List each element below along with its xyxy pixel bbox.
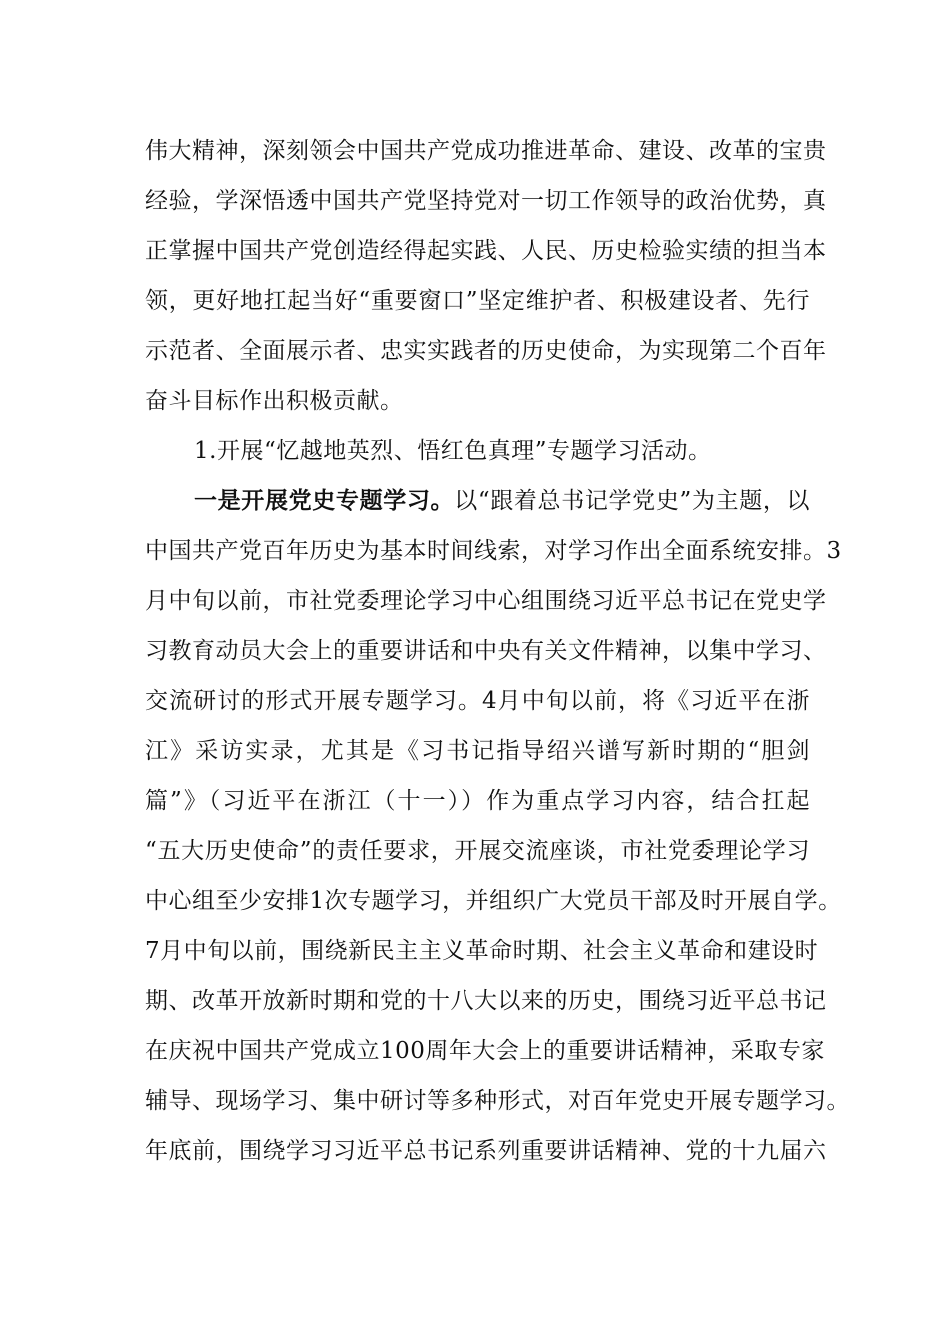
paragraph-line: 在庆祝中国共产党成立100周年大会上的重要讲话精神，采取专家 — [145, 1038, 825, 1064]
paragraph-line: 奋斗目标作出积极贡献。 — [145, 388, 404, 414]
paragraph-line: 中心组至少安排1次专题学习，并组织广大党员干部及时开展自学。 — [145, 888, 842, 914]
paragraph-line: 伟大精神，深刻领会中国共产党成功推进革命、建设、改革的宝贵 — [145, 138, 827, 164]
lead-rest: 以“跟着总书记学党史”为主题，以 — [454, 488, 810, 514]
paragraph-line: 经验，学深悟透中国共产党坚持党对一切工作领导的政治优势，真 — [145, 188, 827, 214]
paragraph-line: 期、改革开放新时期和党的十八大以来的历史，围绕习近平总书记 — [145, 988, 827, 1014]
section-heading: 1.开展“忆越地英烈、悟红色真理”专题学习活动。 — [194, 438, 712, 464]
paragraph-line: 辅导、现场学习、集中研讨等多种形式，对百年党史开展专题学习。 — [145, 1088, 850, 1114]
paragraph-line: 交流研讨的形式开展专题学习。4月中旬以前，将《习近平在浙 — [145, 688, 810, 714]
paragraph-line-lead — [194, 481, 810, 521]
paragraph-line: 正掌握中国共产党创造经得起实践、人民、历史检验实绩的担当本 — [145, 238, 827, 264]
paragraph-line: 领，更好地扛起当好“重要窗口”坚定维护者、积极建设者、先行 — [145, 288, 810, 314]
paragraph-line: “五大历史使命”的责任要求，开展交流座谈，市社党委理论学习 — [145, 838, 810, 864]
paragraph-line: 篇”》（习近平在浙江（十一））作为重点学习内容，结合扛起 — [145, 788, 810, 814]
paragraph-line: 示范者、全面展示者、忠实实践者的历史使命，为实现第二个百年 — [145, 338, 827, 364]
bold-lead: 一是开展党史专题学习。 — [194, 487, 455, 514]
paragraph-line: 月中旬以前，市社党委理论学习中心组围绕习近平总书记在党史学 — [145, 588, 827, 614]
paragraph-line: 中国共产党百年历史为基本时间线索，对学习作出全面系统安排。3 — [145, 538, 842, 564]
paragraph-line: 7月中旬以前，围绕新民主主义革命时期、社会主义革命和建设时 — [145, 938, 819, 964]
paragraph-line: 江》采访实录，尤其是《习书记指导绍兴谱写新时期的“胆剑 — [145, 738, 810, 764]
paragraph-line: 年底前，围绕学习习近平总书记系列重要讲话精神、党的十九届六 — [145, 1138, 827, 1164]
paragraph-line: 习教育动员大会上的重要讲话和中央有关文件精神，以集中学习、 — [145, 638, 827, 664]
